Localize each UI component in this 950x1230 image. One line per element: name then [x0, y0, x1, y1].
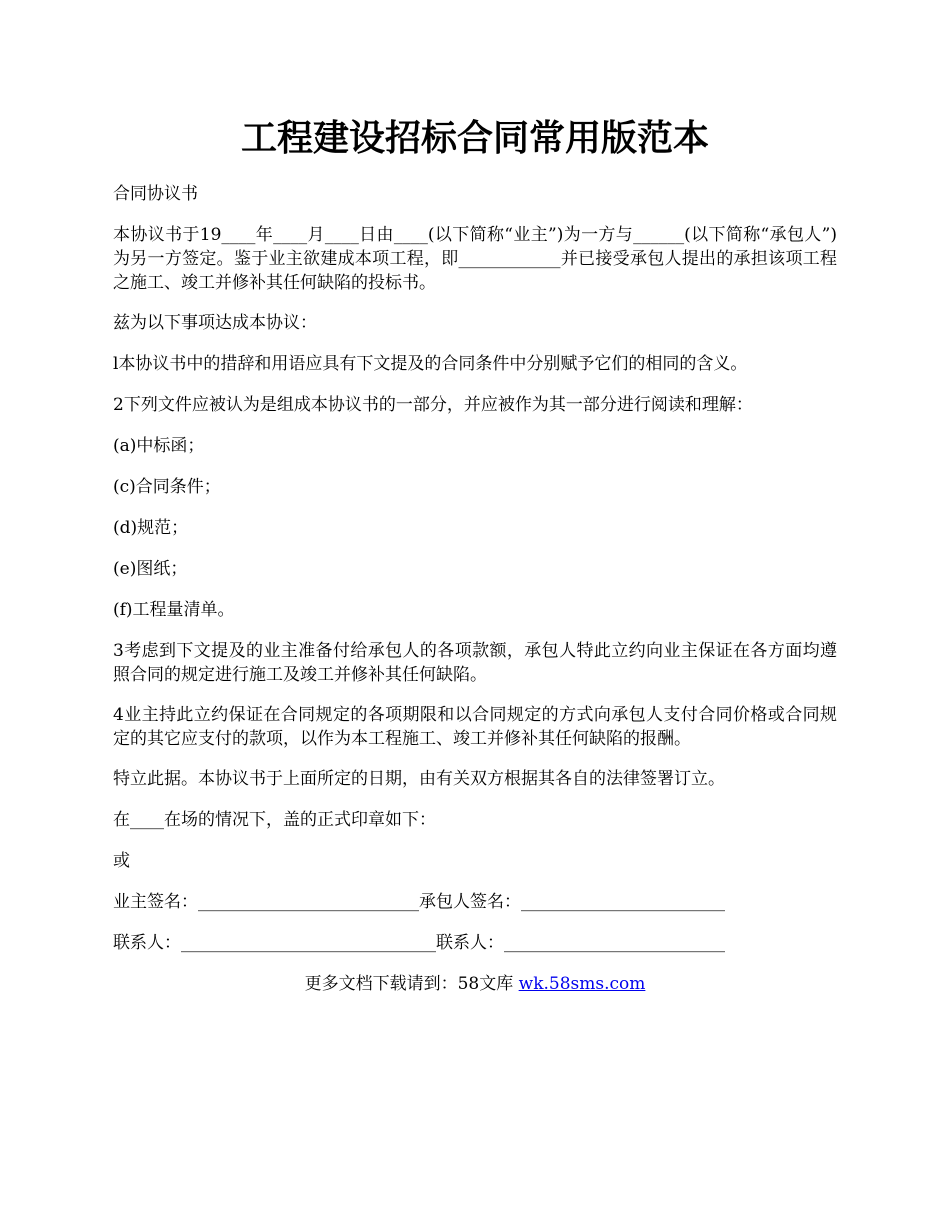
- signature-line: 业主签名：__________________________承包人签名：________________________: [113, 892, 725, 912]
- clause-1: l本协议书中的措辞和用语应具有下文提及的合同条件中分别赋予它们的相同的含义。: [113, 354, 748, 374]
- section-heading: 合同协议书: [113, 184, 198, 204]
- or-separator: 或: [113, 851, 130, 871]
- document-list-item-a: (a)中标函；: [113, 436, 205, 456]
- clause-2: 2下列文件应被认为是组成本协议书的一部分，并应被作为其一部分进行阅读和理解：: [113, 395, 753, 415]
- document-list-item-c: (c)合同条件；: [113, 477, 221, 497]
- clause-3: 3考虑到下文提及的业主准备付给承包人的各项款额，承包人特此立约向业主保证在各方面均遵照合同的规定进行施工及竣工并修补其任何缺陷。: [113, 641, 837, 685]
- closing-statement: 特立此据。本协议书于上面所定的日期，由有关双方根据其各自的法律签署订立。: [113, 769, 725, 789]
- document-list-item-d: (d)规范；: [113, 518, 189, 538]
- document-body: [113, 182, 837, 955]
- document-list-item-f: (f)工程量清单。: [113, 600, 235, 620]
- seal-statement: 在____在场的情况下，盖的正式印章如下：: [113, 810, 436, 830]
- agreement-lead-in: 兹为以下事项达成本协议：: [113, 313, 317, 333]
- download-footer: [113, 972, 837, 996]
- agreement-intro-paragraph: 本协议书于19____年____月____日由____(以下简称“业主”)为一方与______(以下简称“承包人”)为另一方签定。鉴于业主欲建成本项工程，即____________并已接受承包人提出的承担该项工程之施工、竣工并修补其任何缺陷的投标书。: [113, 225, 837, 293]
- footer-link[interactable]: wk.58sms.com: [518, 974, 646, 994]
- contact-line: 联系人：______________________________联系人：__________________________: [113, 933, 725, 953]
- clause-4: 4业主持此立约保证在合同规定的各项期限和以合同规定的方式向承包人支付合同价格或合同规定的其它应支付的款项，以作为本工程施工、竣工并修补其任何缺陷的报酬。: [113, 705, 837, 749]
- document-list-item-e: (e)图纸；: [113, 559, 188, 579]
- document-title: 工程建设招标合同常用版范本: [240, 117, 709, 159]
- footer-text: 更多文档下载请到：58文库: [304, 974, 519, 994]
